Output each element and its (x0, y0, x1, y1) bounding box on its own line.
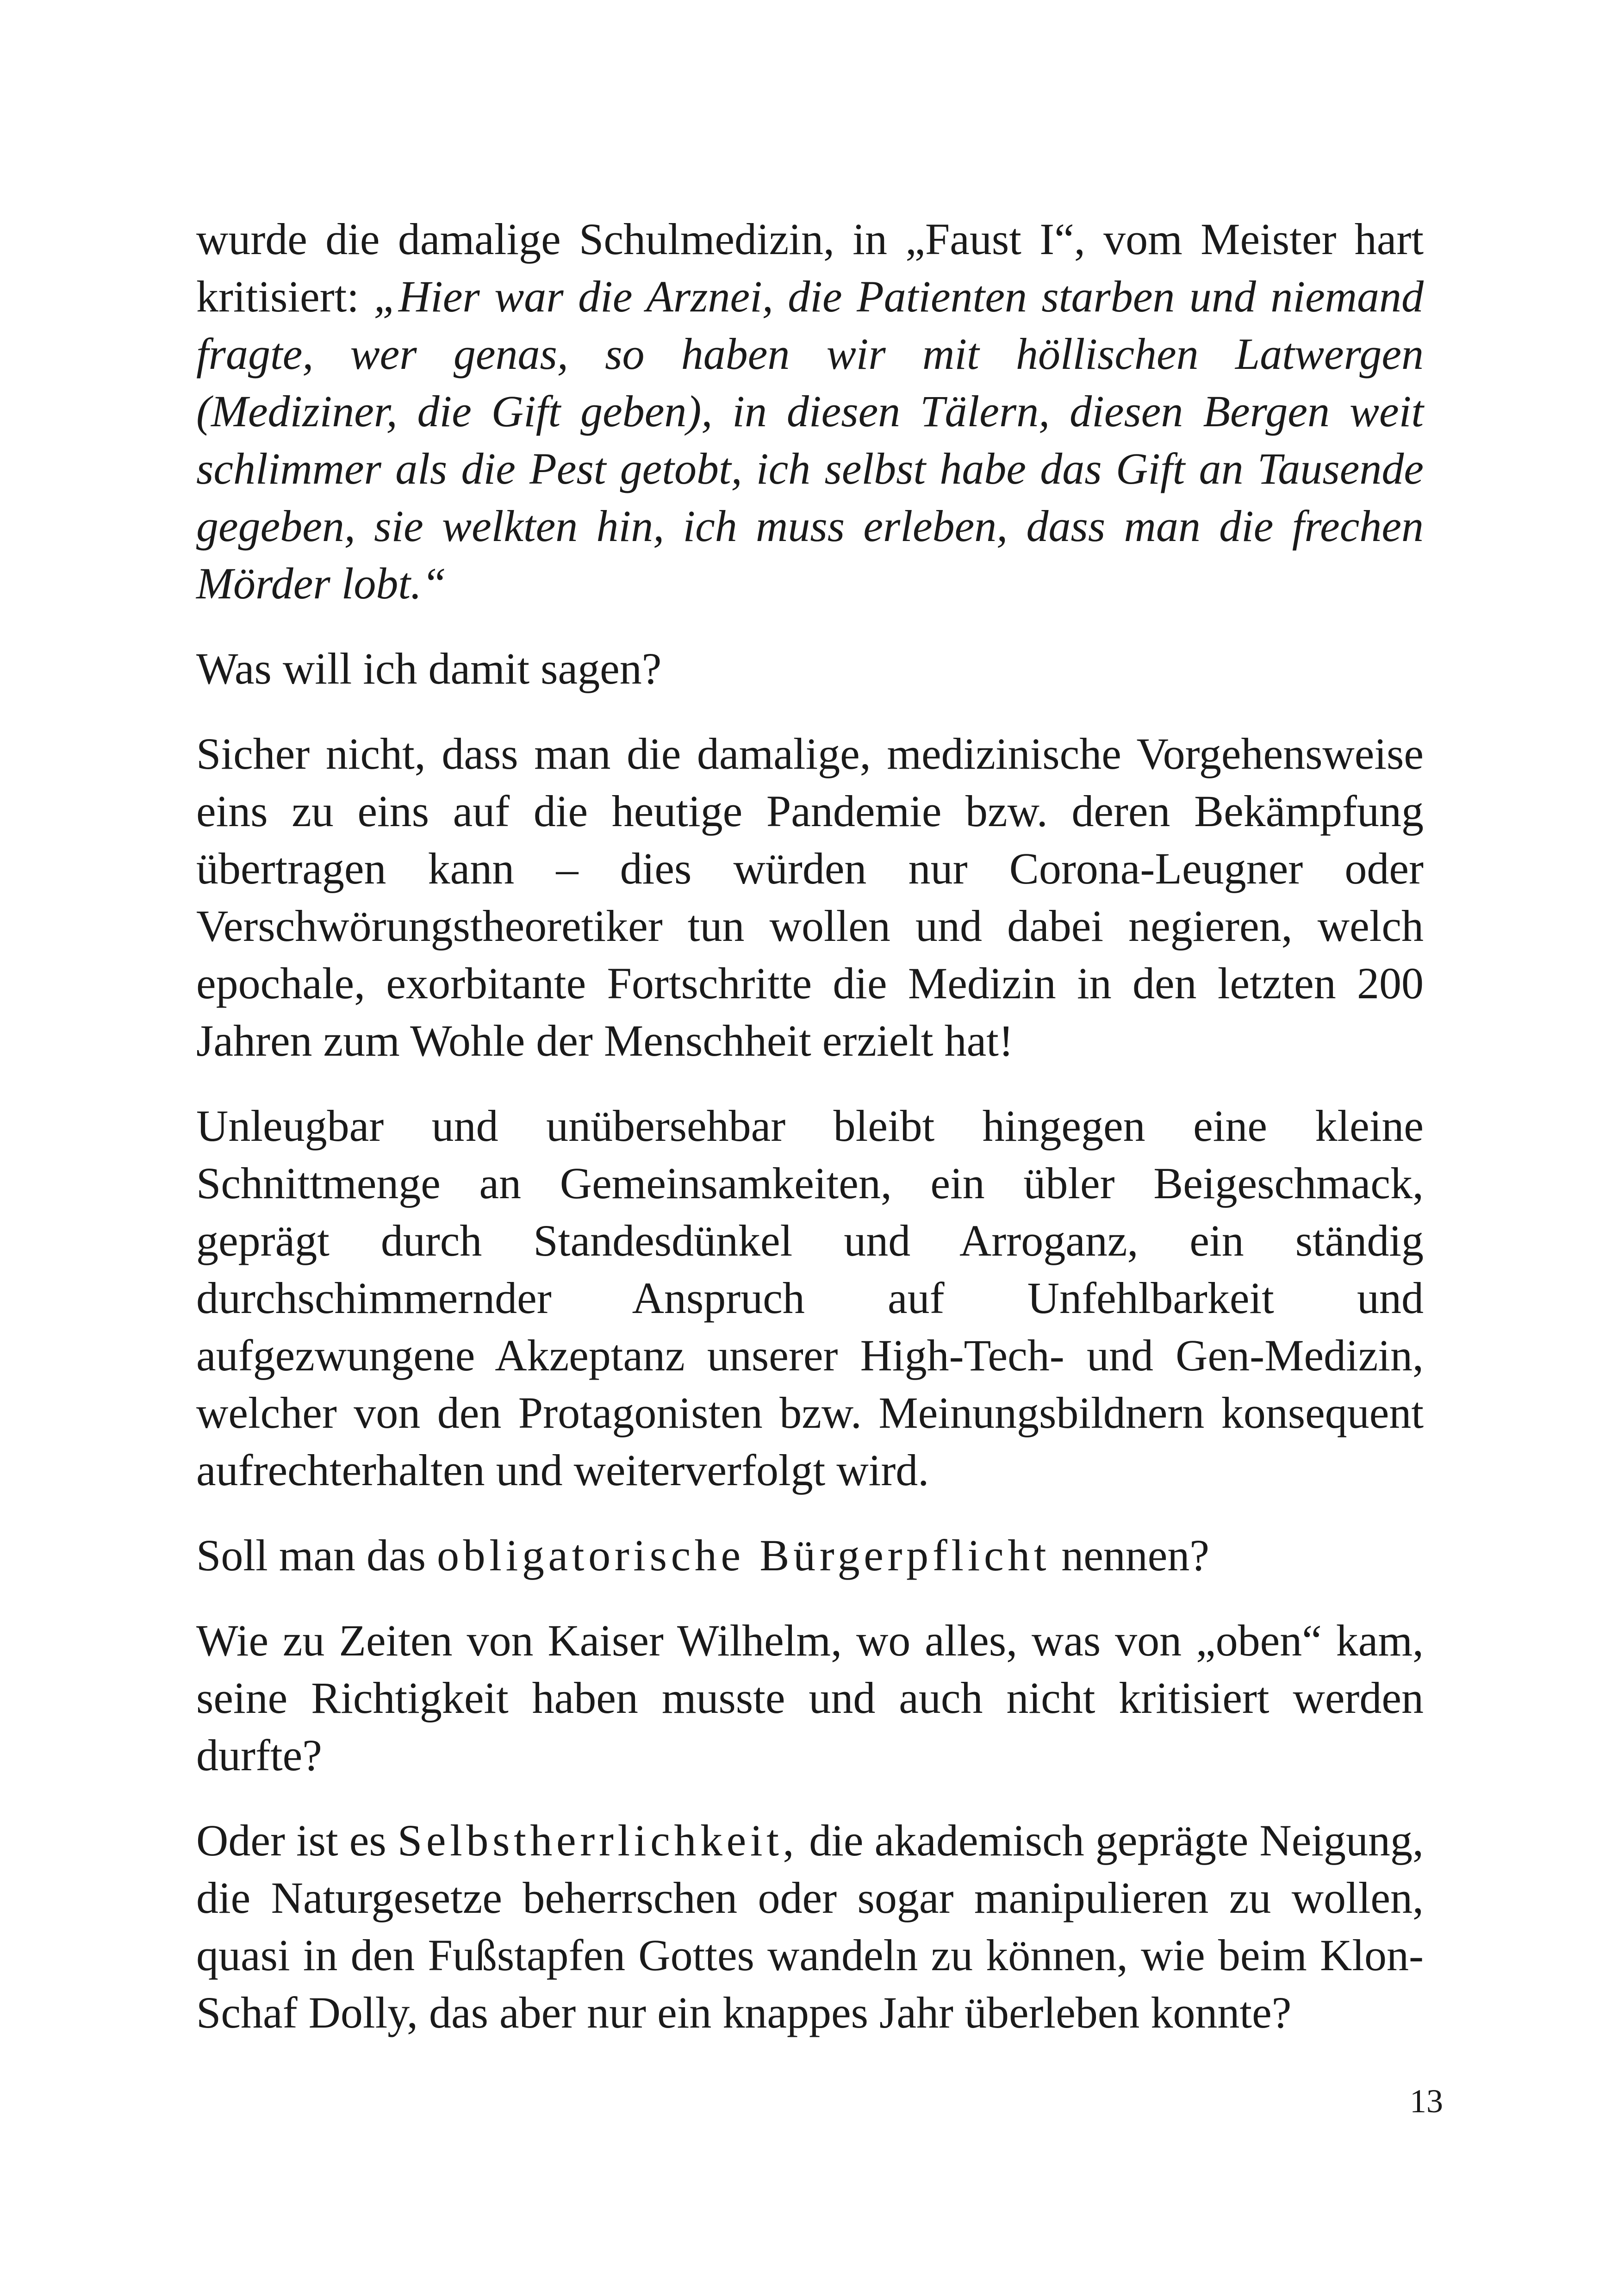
civic-duty-before: Soll man das (196, 1531, 437, 1580)
paragraph-intro-text: wurde die damalige Schulmedizin, in „Faust I“, vom Meister hart kritisiert: (196, 214, 1424, 321)
page-number: 13 (1410, 2083, 1443, 2120)
paragraph-civic-duty (196, 1527, 1424, 1584)
paragraph-self-importance (196, 1812, 1424, 2041)
paragraph-question: Was will ich damit sagen? (196, 644, 662, 693)
self-importance-after: die akademisch geprägte Neigung, die Naturgesetze beherrschen oder sogar manipulieren zu wollen, quasi in den Fußstapfen Gottes wandeln zu können, wie beim Klon-Schaf Dolly, das aber nur ein knappes Jahr überleben konnte? (196, 1816, 1424, 2037)
paragraph-kaiser-wilhelm: Wie zu Zeiten von Kaiser Wilhelm, wo alles, was von „oben“ kam, seine Richtigkeit haben musste und auch nicht kritisiert werden durfte? (196, 1616, 1424, 1780)
paragraph-pandemic: Sicher nicht, dass man die damalige, medizinische Vorgehensweise eins zu eins auf die heutige Pandemie bzw. deren Bekämpfung übertragen kann – dies würden nur Corona-Leugner oder Verschwörungstheoretiker tun wollen und dabei negieren, welch epochale, exorbitante Fortschritte die Medizin in den letzten 200 Jahren zum Wohle der Menschheit erzielt hat! (196, 729, 1424, 1065)
civic-duty-emphasis: obligatorische Bürgerpflicht (436, 1531, 1051, 1580)
faust-quotation: „Hier war die Arznei, die Patienten starben und niemand fragte, wer genas, so haben wir mit höllischen Latwergen (Mediziner, die Gift geben), in diesen Tälern, diesen Bergen weit schlimmer als die Pest getobt, ich selbst habe das Gift an Tausende gegeben, sie welkten hin, ich muss erleben, dass man die frechen Mörder lobt.“ (196, 272, 1424, 608)
self-importance-emphasis: Selbstherrlichkeit, (397, 1816, 798, 1865)
civic-duty-after: nennen? (1050, 1531, 1210, 1580)
body-text (196, 211, 1424, 2041)
paragraph-arrogance: Unleugbar und unübersehbar bleibt hingegen eine kleine Schnittmenge an Gemeinsamkeiten, ein übler Beigeschmack, geprägt durch Standesdünkel und Arroganz, ein ständig durchschimmernder Anspruch auf Unfehlbarkeit und aufgezwungene Akzeptanz unserer High-Tech- und Gen-Medizin, welcher von den Protagonisten bzw. Meinungsbildnern konsequent aufrechterhalten und weiterverfolgt wird. (196, 1101, 1424, 1495)
self-importance-before: Oder ist es (196, 1816, 398, 1865)
paragraph-faust-quote (196, 211, 1424, 612)
